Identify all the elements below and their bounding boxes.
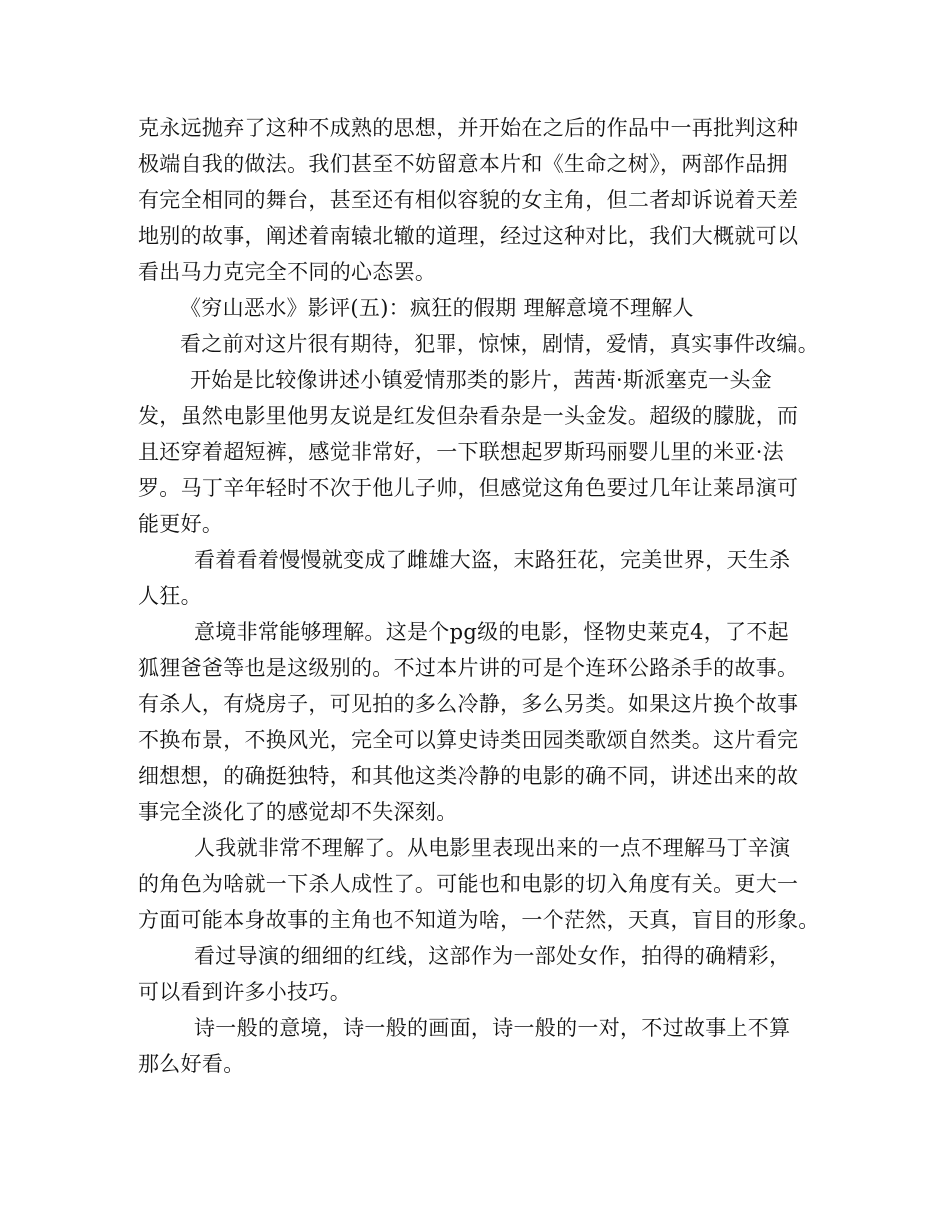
text-line-15: 意境非常能够理解。这是个pg级的电影，怪物史莱克4，了不起 xyxy=(194,620,789,644)
section-heading: 《穷山恶水》影评(五)：疯狂的假期 理解意境不理解人 xyxy=(180,296,694,320)
text-line-5: 看出马力克完全不同的心态罢。 xyxy=(138,260,437,284)
text-line-8: 开始是比较像讲述小镇爱情那类的影片，茜茜·斯派塞克一头金 xyxy=(190,368,773,392)
text-line-11: 罗。马丁辛年轻时不次于他儿子帅，但感觉这角色要过几年让莱昂演可 xyxy=(138,476,799,500)
text-line-26: 诗一般的意境，诗一般的画面，诗一般的一对，不过故事上不算 xyxy=(194,1016,791,1040)
text-line-23: 方面可能本身故事的主角也不知道为啥，一个茫然，天真，盲目的形象。 xyxy=(138,908,820,932)
text-line-20: 事完全淡化了的感觉却不失深刻。 xyxy=(138,800,458,824)
text-line-18: 不换布景，不换风光，完全可以算史诗类田园类歌颂自然类。这片看完 xyxy=(138,728,799,752)
text-line-16: 狐狸爸爸等也是这级别的。不过本片讲的可是个连环公路杀手的故事。 xyxy=(138,656,799,680)
text-line-2: 极端自我的做法。我们甚至不妨留意本片和《生命之树》，两部作品拥 xyxy=(138,152,788,176)
text-line-22: 的角色为啥就一下杀人成性了。可能也和电影的切入角度有关。更大一 xyxy=(138,872,799,896)
text-line-4: 地别的故事，阐述着南辕北辙的道理，经过这种对比，我们大概就可以 xyxy=(138,224,799,248)
text-line-19: 细想想，的确挺独特，和其他这类冷静的电影的确不同，讲述出来的故 xyxy=(138,764,799,788)
text-line-1: 克永远抛弃了这种不成熟的思想，并开始在之后的作品中一再批判这种 xyxy=(138,116,799,140)
text-line-10: 且还穿着超短裤，感觉非常好，一下联想起罗斯玛丽婴儿里的米亚·法 xyxy=(138,440,784,464)
text-line-24: 看过导演的细细的红线，这部作为一部处女作，拍得的确精彩， xyxy=(194,944,791,968)
text-line-14: 人狂。 xyxy=(138,584,202,608)
text-line-7: 看之前对这片很有期待，犯罪，惊悚，剧情，爱情，真实事件改编。 xyxy=(180,332,819,356)
text-line-12: 能更好。 xyxy=(138,512,224,536)
text-line-9: 发，虽然电影里他男友说是红发但杂看杂是一头金发。超级的朦胧，而 xyxy=(138,404,799,428)
text-line-25: 可以看到许多小技巧。 xyxy=(138,980,351,1004)
text-line-13: 看着看着慢慢就变成了雌雄大盗，末路狂花，完美世界，天生杀 xyxy=(194,548,791,572)
text-line-27: 那么好看。 xyxy=(138,1052,245,1076)
text-line-3: 有完全相同的舞台，甚至还有相似容貌的女主角，但二者却诉说着天差 xyxy=(138,188,799,212)
document-page xyxy=(138,110,828,1082)
text-line-21: 人我就非常不理解了。从电影里表现出来的一点不理解马丁辛演 xyxy=(194,836,791,860)
text-line-17: 有杀人，有烧房子，可见拍的多么冷静，多么另类。如果这片换个故事 xyxy=(138,692,799,716)
